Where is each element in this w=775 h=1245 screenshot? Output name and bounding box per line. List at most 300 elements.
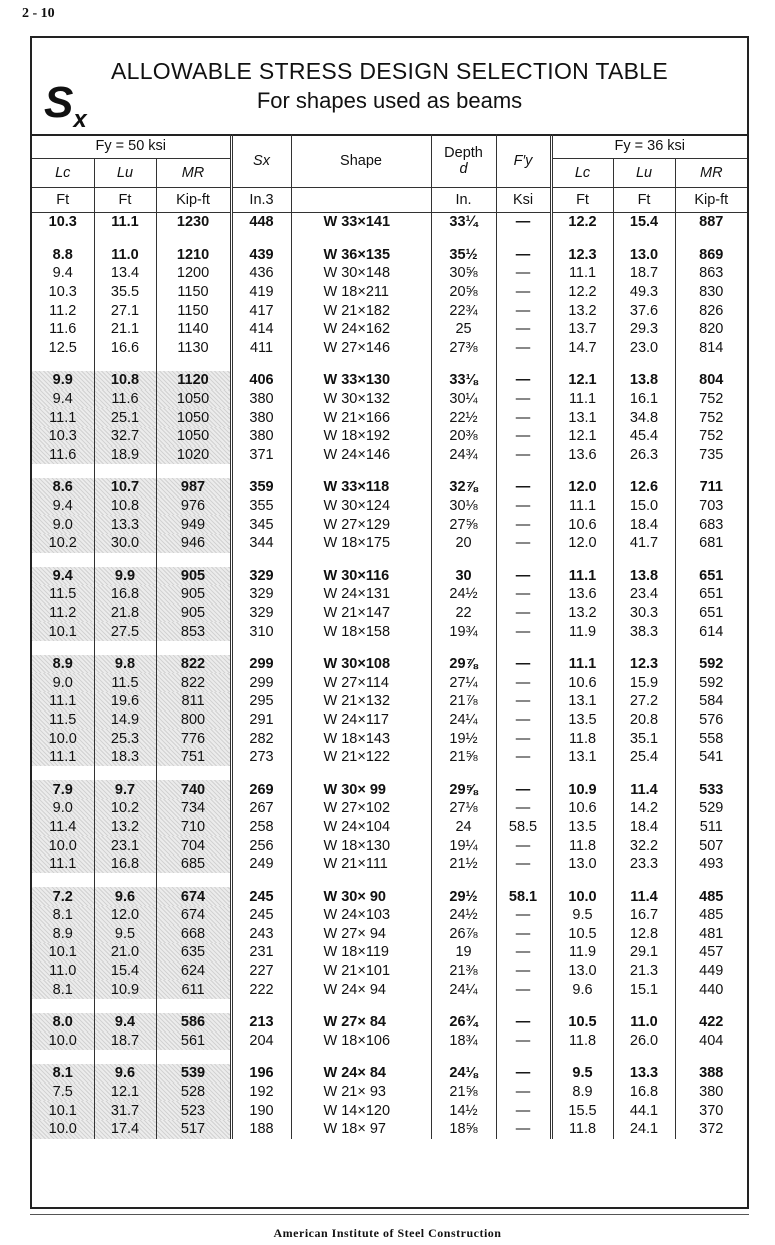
table-cell: 523 bbox=[156, 1101, 231, 1120]
spacer-cell bbox=[291, 553, 431, 567]
spacer-cell bbox=[94, 464, 156, 478]
table-cell: 800 bbox=[156, 711, 231, 730]
spacer-cell bbox=[613, 553, 675, 567]
table-cell: 1150 bbox=[156, 283, 231, 302]
table-cell: W 33×118 bbox=[291, 478, 431, 497]
table-cell: W 18×158 bbox=[291, 622, 431, 641]
table-cell: 13.7 bbox=[551, 320, 613, 339]
table-cell: 20⅜ bbox=[431, 427, 496, 446]
table-row bbox=[32, 446, 747, 465]
table-cell: 987 bbox=[156, 478, 231, 497]
table-cell: 8.6 bbox=[32, 478, 94, 497]
spacer-cell bbox=[231, 553, 291, 567]
table-row bbox=[32, 371, 747, 390]
table-row bbox=[32, 478, 747, 497]
table-cell: 30.0 bbox=[94, 534, 156, 553]
table-cell: 10.5 bbox=[551, 925, 613, 944]
table-cell: 11.6 bbox=[32, 446, 94, 465]
table-row bbox=[32, 1120, 747, 1139]
table-cell: 735 bbox=[699, 446, 724, 463]
table-cell: 21.8 bbox=[94, 604, 156, 623]
table-cell: 11.1 bbox=[551, 497, 613, 516]
table-cell: 485 bbox=[699, 907, 724, 924]
table-cell: W 27×114 bbox=[291, 673, 431, 692]
table-cell: 18¾ bbox=[431, 1032, 496, 1051]
spacer-cell bbox=[94, 999, 156, 1013]
table-cell: 21.3 bbox=[613, 962, 675, 981]
table-cell: 668 bbox=[156, 925, 231, 944]
table-cell: 10.6 bbox=[551, 799, 613, 818]
table-cell: 196 bbox=[231, 1064, 291, 1083]
table-cell: 18.9 bbox=[94, 446, 156, 465]
spacer-cell bbox=[291, 766, 431, 780]
table-cell: 24¾ bbox=[431, 446, 496, 465]
footer-rule bbox=[30, 1214, 749, 1215]
table-cell: 18.4 bbox=[613, 818, 675, 837]
spacer-cell bbox=[551, 641, 613, 655]
table-cell: — bbox=[496, 729, 551, 748]
table-cell: 592 bbox=[699, 674, 724, 691]
table-row bbox=[32, 906, 747, 925]
group-spacer bbox=[32, 641, 747, 655]
table-cell: 44.1 bbox=[613, 1101, 675, 1120]
table-cell: 905 bbox=[156, 604, 231, 623]
spacer-cell bbox=[551, 999, 613, 1013]
table-subtitle: For shapes used as beams bbox=[256, 88, 523, 113]
table-cell: 11.1 bbox=[32, 855, 94, 874]
table-cell: 703 bbox=[699, 498, 724, 515]
table-cell: 12.0 bbox=[551, 478, 613, 497]
spacer-cell bbox=[431, 999, 496, 1013]
table-cell: W 30×132 bbox=[291, 390, 431, 409]
table-cell: 751 bbox=[156, 748, 231, 767]
table-cell: — bbox=[496, 320, 551, 339]
table-cell: 380 bbox=[231, 408, 291, 427]
table-cell: 380 bbox=[699, 1084, 724, 1101]
table-cell: W 18×211 bbox=[291, 283, 431, 302]
table-cell: 614 bbox=[699, 623, 724, 640]
table-row bbox=[32, 799, 747, 818]
table-cell: 16.6 bbox=[94, 339, 156, 358]
table-cell: W 30× 99 bbox=[291, 780, 431, 799]
table-cell: W 18×106 bbox=[291, 1032, 431, 1051]
table-cell: 10.0 bbox=[32, 1032, 94, 1051]
table-cell: 11.9 bbox=[551, 622, 613, 641]
spacer-cell bbox=[675, 766, 747, 780]
table-cell: 269 bbox=[231, 780, 291, 799]
table-row bbox=[32, 818, 747, 837]
table-cell: — bbox=[496, 408, 551, 427]
table-row bbox=[32, 655, 747, 674]
table-cell: 9.4 bbox=[94, 1013, 156, 1032]
table-cell: 256 bbox=[231, 836, 291, 855]
unit-cell: In.3 bbox=[231, 188, 291, 213]
table-cell: W 27×102 bbox=[291, 799, 431, 818]
table-cell: 13.8 bbox=[613, 371, 675, 390]
table-row bbox=[32, 1032, 747, 1051]
table-cell: W 30×108 bbox=[291, 655, 431, 674]
table-cell: 25.3 bbox=[94, 729, 156, 748]
table-cell: 517 bbox=[156, 1120, 231, 1139]
table-cell: 8.1 bbox=[32, 1064, 94, 1083]
table-cell: 12.0 bbox=[551, 534, 613, 553]
spacer-cell bbox=[32, 999, 94, 1013]
table-cell: 18.3 bbox=[94, 748, 156, 767]
spacer-cell bbox=[94, 1050, 156, 1064]
table-cell: 32.7 bbox=[94, 427, 156, 446]
table-cell: 21⅞ bbox=[431, 692, 496, 711]
spacer-cell bbox=[675, 999, 747, 1013]
table-cell: 439 bbox=[231, 246, 291, 265]
table-cell: 11.4 bbox=[613, 780, 675, 799]
table-cell: 481 bbox=[699, 925, 724, 942]
table-cell: — bbox=[496, 799, 551, 818]
table-cell: 1050 bbox=[156, 408, 231, 427]
table-cell: 561 bbox=[156, 1032, 231, 1051]
table-cell: 1050 bbox=[156, 427, 231, 446]
table-cell: 740 bbox=[156, 780, 231, 799]
table-cell: 13.8 bbox=[613, 567, 675, 586]
table-cell: W 24×104 bbox=[291, 818, 431, 837]
table-cell: 222 bbox=[231, 980, 291, 999]
table-cell: W 24× 84 bbox=[291, 1064, 431, 1083]
table-cell: 34.8 bbox=[613, 408, 675, 427]
spacer-cell bbox=[156, 464, 231, 478]
table-cell: 26⅞ bbox=[431, 925, 496, 944]
table-cell: 16.1 bbox=[613, 390, 675, 409]
table-cell: 976 bbox=[156, 497, 231, 516]
table-cell: — bbox=[496, 585, 551, 604]
spacer-cell bbox=[156, 232, 231, 246]
table-cell: W 21×147 bbox=[291, 604, 431, 623]
table-row bbox=[32, 1101, 747, 1120]
table-cell: 19.6 bbox=[94, 692, 156, 711]
table-cell: W 21×111 bbox=[291, 855, 431, 874]
group-spacer bbox=[32, 232, 747, 246]
table-cell: 13.3 bbox=[613, 1064, 675, 1083]
table-row bbox=[32, 748, 747, 767]
table-row bbox=[32, 1013, 747, 1032]
table-cell: 752 bbox=[699, 391, 724, 408]
table-cell: 10.3 bbox=[32, 283, 94, 302]
table-cell: 29⅝ bbox=[431, 780, 496, 799]
table-cell: W 21×182 bbox=[291, 301, 431, 320]
table-cell: 10.9 bbox=[551, 780, 613, 799]
table-cell: — bbox=[496, 655, 551, 674]
table-row bbox=[32, 339, 747, 358]
table-cell: 27.2 bbox=[613, 692, 675, 711]
table-cell: 388 bbox=[699, 1065, 724, 1082]
table-cell: 10.3 bbox=[32, 427, 94, 446]
table-cell: 11.1 bbox=[551, 390, 613, 409]
table-cell: 419 bbox=[231, 283, 291, 302]
table-cell: 541 bbox=[699, 749, 724, 766]
table-cell: 19¾ bbox=[431, 622, 496, 641]
table-cell: 822 bbox=[156, 673, 231, 692]
spacer-cell bbox=[431, 873, 496, 887]
table-body bbox=[32, 213, 747, 1139]
sx-header: Sx bbox=[231, 134, 291, 188]
table-cell: 10.0 bbox=[32, 836, 94, 855]
table-cell: 422 bbox=[699, 1014, 724, 1031]
table-cell: 9.0 bbox=[32, 515, 94, 534]
spacer-cell bbox=[291, 641, 431, 655]
table-cell: — bbox=[496, 1032, 551, 1051]
table-cell: 8.1 bbox=[32, 980, 94, 999]
sx-symbol: $S_x$ bbox=[44, 78, 87, 133]
table-cell: 23.3 bbox=[613, 855, 675, 874]
table-cell: 12.3 bbox=[551, 246, 613, 265]
table-cell: 329 bbox=[231, 585, 291, 604]
table-cell: 35.5 bbox=[94, 283, 156, 302]
spacer-cell bbox=[231, 641, 291, 655]
table-cell: — bbox=[496, 1064, 551, 1083]
table-cell: 9.8 bbox=[94, 655, 156, 674]
table-cell: 258 bbox=[231, 818, 291, 837]
table-row bbox=[32, 283, 747, 302]
table-cell: 10.1 bbox=[32, 1101, 94, 1120]
table-cell: — bbox=[496, 497, 551, 516]
table-cell: 624 bbox=[156, 962, 231, 981]
spacer-cell bbox=[551, 553, 613, 567]
table-cell: 1150 bbox=[156, 301, 231, 320]
spacer-cell bbox=[291, 873, 431, 887]
table-cell: 10.0 bbox=[32, 729, 94, 748]
table-cell: — bbox=[496, 427, 551, 446]
table-cell: 15.9 bbox=[613, 673, 675, 692]
table-cell: 29.1 bbox=[613, 943, 675, 962]
table-cell: 30.3 bbox=[613, 604, 675, 623]
table-cell: 12.1 bbox=[94, 1083, 156, 1102]
table-row bbox=[32, 943, 747, 962]
table-cell: 529 bbox=[699, 800, 724, 817]
unit-cell: Ft bbox=[551, 188, 613, 213]
table-cell: 310 bbox=[231, 622, 291, 641]
spacer-cell bbox=[156, 641, 231, 655]
table-row bbox=[32, 962, 747, 981]
spacer-cell bbox=[291, 999, 431, 1013]
spacer-cell bbox=[156, 1050, 231, 1064]
table-cell: 711 bbox=[699, 479, 723, 496]
table-cell: 8.8 bbox=[32, 246, 94, 265]
table-cell: 12.0 bbox=[94, 906, 156, 925]
table-cell: W 21×101 bbox=[291, 962, 431, 981]
table-cell: 1050 bbox=[156, 390, 231, 409]
table-cell: 14½ bbox=[431, 1101, 496, 1120]
table-cell: 38.3 bbox=[613, 622, 675, 641]
spacer-cell bbox=[613, 873, 675, 887]
table-cell: 30⅝ bbox=[431, 264, 496, 283]
spacer-cell bbox=[156, 999, 231, 1013]
table-cell: 9.4 bbox=[32, 497, 94, 516]
table-cell: 8.1 bbox=[32, 906, 94, 925]
table-cell: 558 bbox=[699, 730, 724, 747]
table-cell: — bbox=[496, 855, 551, 874]
table-cell: 329 bbox=[231, 567, 291, 586]
group-spacer bbox=[32, 464, 747, 478]
fy36-header: Fy = 36 ksi bbox=[551, 134, 747, 159]
table-cell: 11.0 bbox=[32, 962, 94, 981]
table-cell: 27¼ bbox=[431, 673, 496, 692]
fy-prime-header: F′y bbox=[496, 134, 551, 188]
table-cell: 436 bbox=[231, 264, 291, 283]
table-cell: 58.5 bbox=[496, 818, 551, 837]
table-cell: 9.9 bbox=[32, 371, 94, 390]
spacer-cell bbox=[551, 464, 613, 478]
table-cell: 22 bbox=[431, 604, 496, 623]
table-cell: W 18×119 bbox=[291, 943, 431, 962]
table-cell: 299 bbox=[231, 673, 291, 692]
table-cell: W 33×130 bbox=[291, 371, 431, 390]
table-cell: 24.1 bbox=[613, 1120, 675, 1139]
table-cell: 10.2 bbox=[32, 534, 94, 553]
table-cell: 681 bbox=[699, 535, 724, 552]
table-cell: 15.5 bbox=[551, 1101, 613, 1120]
table-cell: 245 bbox=[231, 887, 291, 906]
table-row bbox=[32, 301, 747, 320]
unit-cell: Kip-ft bbox=[675, 188, 747, 213]
table-cell: 12.2 bbox=[551, 283, 613, 302]
table-cell: 8.9 bbox=[551, 1083, 613, 1102]
table-cell: 15.4 bbox=[94, 962, 156, 981]
table-cell: — bbox=[496, 673, 551, 692]
table-cell: 611 bbox=[156, 980, 231, 999]
table-row bbox=[32, 887, 747, 906]
spacer-cell bbox=[94, 232, 156, 246]
spacer-cell bbox=[431, 766, 496, 780]
table-cell: 11.5 bbox=[32, 711, 94, 730]
table-cell: 9.0 bbox=[32, 799, 94, 818]
table-cell: — bbox=[496, 246, 551, 265]
spacer-cell bbox=[32, 464, 94, 478]
table-cell: 11.1 bbox=[551, 655, 613, 674]
spacer-cell bbox=[431, 1050, 496, 1064]
table-cell: W 30×148 bbox=[291, 264, 431, 283]
table-cell: — bbox=[496, 1101, 551, 1120]
group-spacer bbox=[32, 1050, 747, 1064]
table-cell: 9.6 bbox=[551, 980, 613, 999]
table-cell: 12.2 bbox=[551, 213, 613, 232]
table-cell: 10.6 bbox=[551, 673, 613, 692]
table-cell: W 27×129 bbox=[291, 515, 431, 534]
table-cell: 19 bbox=[431, 943, 496, 962]
table-cell: 14.9 bbox=[94, 711, 156, 730]
table-cell: 25.4 bbox=[613, 748, 675, 767]
table-cell: 905 bbox=[156, 567, 231, 586]
table-cell: 949 bbox=[156, 515, 231, 534]
table-cell: 227 bbox=[231, 962, 291, 981]
spacer-cell bbox=[94, 553, 156, 567]
table-row bbox=[32, 567, 747, 586]
table-cell: 10.0 bbox=[32, 1120, 94, 1139]
selection-table-frame bbox=[30, 36, 749, 1209]
table-cell: 355 bbox=[231, 497, 291, 516]
table-cell: 11.1 bbox=[32, 748, 94, 767]
table-cell: 7.2 bbox=[32, 887, 94, 906]
table-cell: 811 bbox=[156, 692, 231, 711]
table-cell: 27.1 bbox=[94, 301, 156, 320]
table-cell: 21½ bbox=[431, 855, 496, 874]
table-cell: 822 bbox=[156, 655, 231, 674]
table-cell: 9.5 bbox=[551, 906, 613, 925]
table-cell: — bbox=[496, 692, 551, 711]
table-cell: 282 bbox=[231, 729, 291, 748]
spacer-cell bbox=[231, 464, 291, 478]
table-cell: 814 bbox=[699, 339, 724, 356]
depth-header: Depth d bbox=[431, 134, 496, 188]
table-cell: 776 bbox=[156, 729, 231, 748]
table-row bbox=[32, 692, 747, 711]
table-cell: 23.4 bbox=[613, 585, 675, 604]
table-cell: 576 bbox=[699, 711, 724, 728]
table-cell: 826 bbox=[699, 302, 724, 319]
table-cell: 449 bbox=[699, 963, 724, 980]
unit-cell: Ft bbox=[94, 188, 156, 213]
table-cell: W 21×132 bbox=[291, 692, 431, 711]
unit-cell bbox=[291, 188, 431, 213]
table-cell: 15.4 bbox=[613, 213, 675, 232]
table-cell: 21⅝ bbox=[431, 748, 496, 767]
mr-header: MR bbox=[675, 159, 747, 188]
table-cell: 11.4 bbox=[613, 887, 675, 906]
spacer-cell bbox=[431, 553, 496, 567]
table-cell: — bbox=[496, 515, 551, 534]
table-cell: 11.2 bbox=[32, 301, 94, 320]
table-cell: 17.4 bbox=[94, 1120, 156, 1139]
table-row bbox=[32, 604, 747, 623]
table-cell: 1230 bbox=[156, 213, 231, 232]
table-cell: 188 bbox=[231, 1120, 291, 1139]
group-spacer bbox=[32, 766, 747, 780]
header-group-row bbox=[32, 134, 747, 159]
table-cell: 20⅝ bbox=[431, 283, 496, 302]
table-cell: 35.1 bbox=[613, 729, 675, 748]
table-cell: — bbox=[496, 836, 551, 855]
table-cell: 11.8 bbox=[551, 729, 613, 748]
table-cell: 13.5 bbox=[551, 818, 613, 837]
table-cell: 10.3 bbox=[32, 213, 94, 232]
table-cell: 13.4 bbox=[94, 264, 156, 283]
table-cell: 249 bbox=[231, 855, 291, 874]
spacer-cell bbox=[94, 766, 156, 780]
table-cell: 830 bbox=[699, 284, 724, 301]
table-cell: 417 bbox=[231, 301, 291, 320]
table-cell: 29½ bbox=[431, 887, 496, 906]
table-cell: 25 bbox=[431, 320, 496, 339]
table-cell: 905 bbox=[156, 585, 231, 604]
table-cell: 33⅛ bbox=[431, 371, 496, 390]
table-cell: 29⅞ bbox=[431, 655, 496, 674]
table-cell: 887 bbox=[699, 214, 724, 231]
table-cell: 11.6 bbox=[94, 390, 156, 409]
mr-header: MR bbox=[156, 159, 231, 188]
header-unit-row bbox=[32, 188, 747, 213]
table-cell: 11.6 bbox=[32, 320, 94, 339]
table-cell: 380 bbox=[231, 427, 291, 446]
table-cell: 380 bbox=[231, 390, 291, 409]
table-cell: 49.3 bbox=[613, 283, 675, 302]
table-cell: 35½ bbox=[431, 246, 496, 265]
table-cell: 11.0 bbox=[94, 246, 156, 265]
table-cell: 12.1 bbox=[551, 427, 613, 446]
spacer-cell bbox=[675, 232, 747, 246]
table-cell: W 30×124 bbox=[291, 497, 431, 516]
spacer-cell bbox=[291, 357, 431, 371]
table-cell: 685 bbox=[156, 855, 231, 874]
table-cell: 295 bbox=[231, 692, 291, 711]
table-cell: 853 bbox=[156, 622, 231, 641]
table-cell: 20 bbox=[431, 534, 496, 553]
